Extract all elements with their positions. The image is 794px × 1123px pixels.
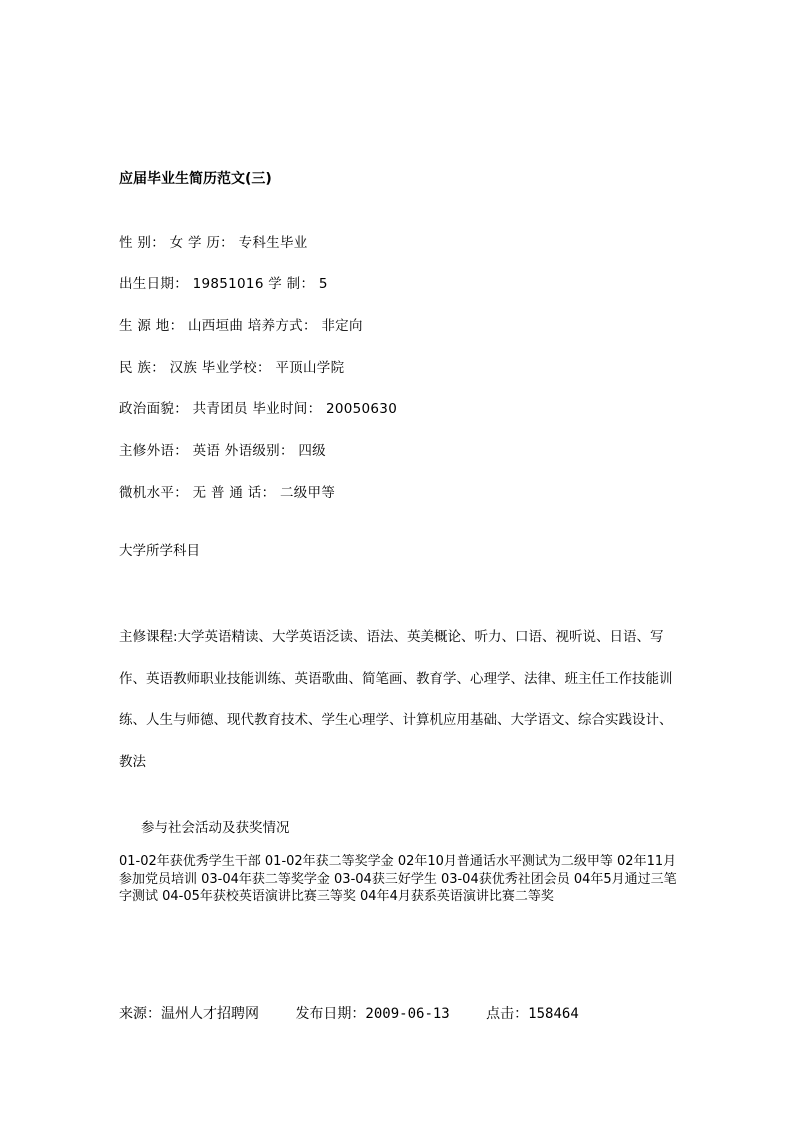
field-computer-mandarin: 微机水平： 无 普 通 话： 二级甲等 [119,485,336,501]
footer-source: 来源：温州人才招聘网 [119,1006,259,1022]
footer-clicks: 点击：158464 [486,1006,579,1022]
field-ethnicity-school: 民 族： 汉族 毕业学校： 平顶山学院 [119,360,345,376]
activities-paragraph: 01-02年获优秀学生干部 01-02年获二等奖学金 02年10月普通话水平测试为二级甲等 02年11月参加党员培训 03-04年获二等奖学金 03-04获三好学生 03-04获优秀社团会员 04年5月通过三笔字测试 04-05年获校英语演讲比赛三等奖 04年4月获系英语演讲比赛二等奖 [119,854,677,904]
footer-date: 发布日期：2009-06-13 [295,1006,450,1022]
footer-info [119,1003,607,1023]
field-birthdate-duration: 出生日期： 19851016 学 制： 5 [119,276,328,292]
field-origin-training: 生 源 地： 山西垣曲 培养方式： 非定向 [119,318,363,334]
subjects-heading: 大学所学科目 [119,543,200,559]
field-language-level: 主修外语： 英语 外语级别： 四级 [119,443,326,459]
courses-paragraph: 主修课程:大学英语精读、大学英语泛读、语法、英美概论、听力、口语、视听说、日语、写作、英语教师职业技能训练、英语歌曲、简笔画、教育学、心理学、法律、班主任工作技能训练、人生与师德、现代教育技术、学生心理学、计算机应用基础、大学语文、综合实践设计、教法 [119,629,673,770]
field-gender-education: 性 别： 女 学 历： 专科生毕业 [119,235,308,251]
field-political-graduation: 政治面貌： 共青团员 毕业时间： 20050630 [119,401,398,417]
activities-heading: 参与社会活动及获奖情况 [141,820,290,836]
document-title: 应届毕业生简历范文(三) [119,171,272,187]
